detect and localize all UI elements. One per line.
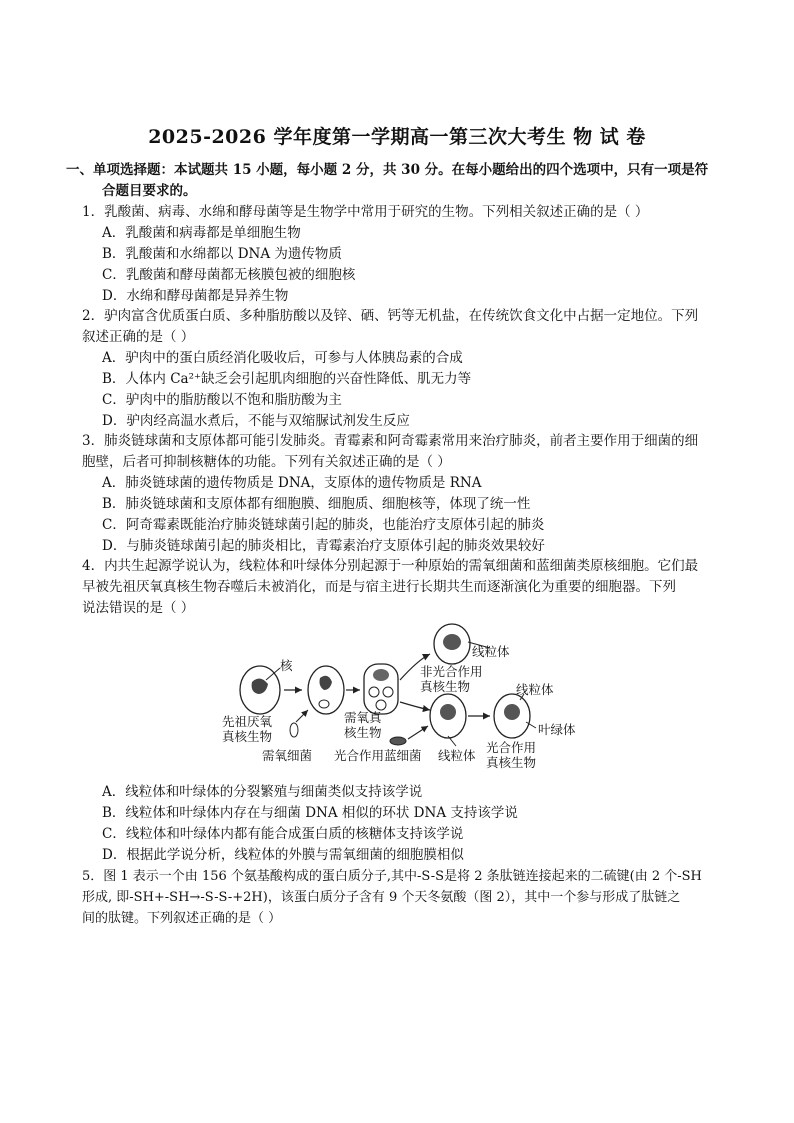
question-1-option-d: D．水绵和酵母菌都是异养生物 xyxy=(102,288,289,304)
question-2-option-c: C．驴肉中的脂肪酸以不饱和脂肪酸为主 xyxy=(102,392,342,408)
label-aerobic-bacteria: 需氧细菌 xyxy=(262,748,313,763)
label-ancestor-line2: 真核生物 xyxy=(222,729,273,744)
question-3-stem-line1: 3．肺炎链球菌和支原体都可能引发肺炎。青霉素和阿奇霉素常用来治疗肺炎，前者主要作用于细菌的细 xyxy=(82,433,699,449)
question-4-stem xyxy=(82,556,730,619)
question-1-stem: 1．乳酸菌、病毒、水绵和酵母菌等是生物学中常用于研究的生物。下列相关叙述正确的是（ ） xyxy=(82,204,649,220)
label-nucleus: 核 xyxy=(280,658,293,673)
label-aerobic-eukaryote-line2: 核生物 xyxy=(344,725,382,740)
question-5-stem-line1: 5．图 1 表示一个由 156 个氨基酸构成的蛋白质分子,其中-S-S是将 2 条肽链连接起来的二硫键(由 2 个-SH xyxy=(82,869,702,884)
question-2-stem-line1: 2．驴肉富含优质蛋白质、多种脂肪酸以及锌、硒、钙等无机盐，在传统饮食文化中占据一定地位。下列 xyxy=(82,308,699,324)
question-1-option-b: B．乳酸菌和水绵都以 DNA 为遗传物质 xyxy=(102,246,342,262)
question-4-option-b: B．线粒体和叶绿体内存在与细菌 DNA 相似的环状 DNA 支持该学说 xyxy=(102,805,518,821)
label-mito-bottom: 线粒体 xyxy=(438,748,476,763)
arrow-to-photo xyxy=(400,702,430,710)
label-nonphoto-line1: 非光合作用 xyxy=(420,664,483,679)
section-heading-line2: 合题目要求的。 xyxy=(102,183,197,199)
label-nonphoto-line2: 真核生物 xyxy=(420,679,471,694)
aerobic-eukaryote-nucleus xyxy=(373,669,389,681)
question-3-stem-line2: 胞壁，后者可抑制核糖体的功能。下列有关叙述正确的是（ ） xyxy=(82,454,451,470)
aerobic-bacterium xyxy=(290,723,298,737)
question-4-options xyxy=(82,782,730,866)
question-4-stem-line1: 4．内共生起源学说认为，线粒体和叶绿体分别起源于一种原始的需氧细菌和蓝细菌类原核细胞。它们最 xyxy=(82,558,699,574)
label-mito-right: 线粒体 xyxy=(516,682,554,697)
label-aerobic-eukaryote-line1: 需氧真 xyxy=(344,710,382,725)
label-mito-top: 线粒体 xyxy=(472,644,510,659)
question-2-option-d: D．驴肉经高温水煮后，不能与双缩脲试剂发生反应 xyxy=(102,413,410,429)
question-3 xyxy=(82,431,730,557)
label-ancestor-line1: 先祖厌氧 xyxy=(222,714,273,729)
question-5-stem-line3: 间的肽键。下列叙述正确的是（ ） xyxy=(82,911,282,926)
section-heading-line1: 一、单项选择题：本试题共 15 小题，每小题 2 分，共 30 分。在每小题给出的四个选项中，只有一项是符 xyxy=(66,162,709,178)
question-2-option-a: A．驴肉中的蛋白质经消化吸收后，可参与人体胰岛素的合成 xyxy=(102,350,463,366)
question-1 xyxy=(82,202,730,307)
question-3-option-b: B．肺炎链球菌和支原体都有细胞膜、细胞质、细胞核等，体现了统一性 xyxy=(102,496,531,512)
label-aerobic-eukaryote xyxy=(344,710,382,740)
photo-nucleus xyxy=(504,704,520,720)
mito-1 xyxy=(369,687,379,697)
question-4-option-c: C．线粒体和叶绿体内都有能合成蛋白质的核糖体支持该学说 xyxy=(102,826,464,842)
section-heading xyxy=(66,160,730,202)
question-2-stem-line2: 叙述正确的是（ ） xyxy=(82,329,195,345)
nonphoto-nucleus xyxy=(443,634,461,650)
mito-3 xyxy=(376,700,386,710)
question-4-stem-line3: 说法错误的是（ ） xyxy=(82,600,195,616)
arrow-cyano xyxy=(408,726,428,739)
label-chloroplast: 叶绿体 xyxy=(538,722,576,737)
question-3-option-c: C．阿奇霉素既能治疗肺炎链球菌引起的肺炎，也能治疗支原体引起的肺炎 xyxy=(102,517,545,533)
label-photo xyxy=(486,740,536,770)
label-nonphoto xyxy=(420,664,483,694)
engulfed-bacterium xyxy=(319,700,329,708)
question-3-option-a: A．肺炎链球菌的遗传物质是 DNA，支原体的遗传物质是 RNA xyxy=(102,475,482,491)
question-3-option-d: D．与肺炎链球菌引起的肺炎相比，青霉素治疗支原体引起的肺炎效果较好 xyxy=(102,538,545,554)
question-5-stem-line2: 形成, 即-SH+-SH→-S-S-+2H)，该蛋白质分子含有 9 个天冬氨酸（图 2），其中一个参与形成了肽链之 xyxy=(82,890,681,905)
label-photo-line2: 真核生物 xyxy=(486,755,537,770)
photo-intermediate-nucleus xyxy=(440,704,456,720)
label-cyanobacteria: 光合作用蓝细菌 xyxy=(334,748,422,763)
mito-2 xyxy=(383,687,393,697)
question-2-option-b: B．人体内 Ca²⁺缺乏会引起肌肉细胞的兴奋性降低、肌无力等 xyxy=(102,371,472,387)
cyanobacterium xyxy=(390,737,406,745)
arrow-bacterium-up xyxy=(296,710,308,722)
label-ancestor xyxy=(222,714,272,744)
question-4-option-a: A．线粒体和叶绿体的分裂繁殖与细菌类似支持该学说 xyxy=(102,784,423,800)
question-4-stem-line2: 早被先祖厌氧真核生物吞噬后未被消化，而是与宿主进行长期共生而逐渐演化为重要的细胞器。下列 xyxy=(82,579,676,595)
question-1-option-c: C．乳酸菌和酵母菌都无核膜包被的细胞核 xyxy=(102,267,356,283)
question-2 xyxy=(82,306,730,432)
question-5 xyxy=(82,866,730,929)
label-photo-line1: 光合作用 xyxy=(486,740,537,755)
exam-title: 2025-2026 学年度第一学期高一第三次大考生 物 试 卷 xyxy=(148,126,646,148)
question-4-option-d: D．根据此学说分析，线粒体的外膜与需氧细菌的细胞膜相似 xyxy=(102,847,464,863)
question-1-option-a: A．乳酸菌和病毒都是单细胞生物 xyxy=(102,225,301,241)
endosymbiosis-diagram xyxy=(222,620,582,770)
